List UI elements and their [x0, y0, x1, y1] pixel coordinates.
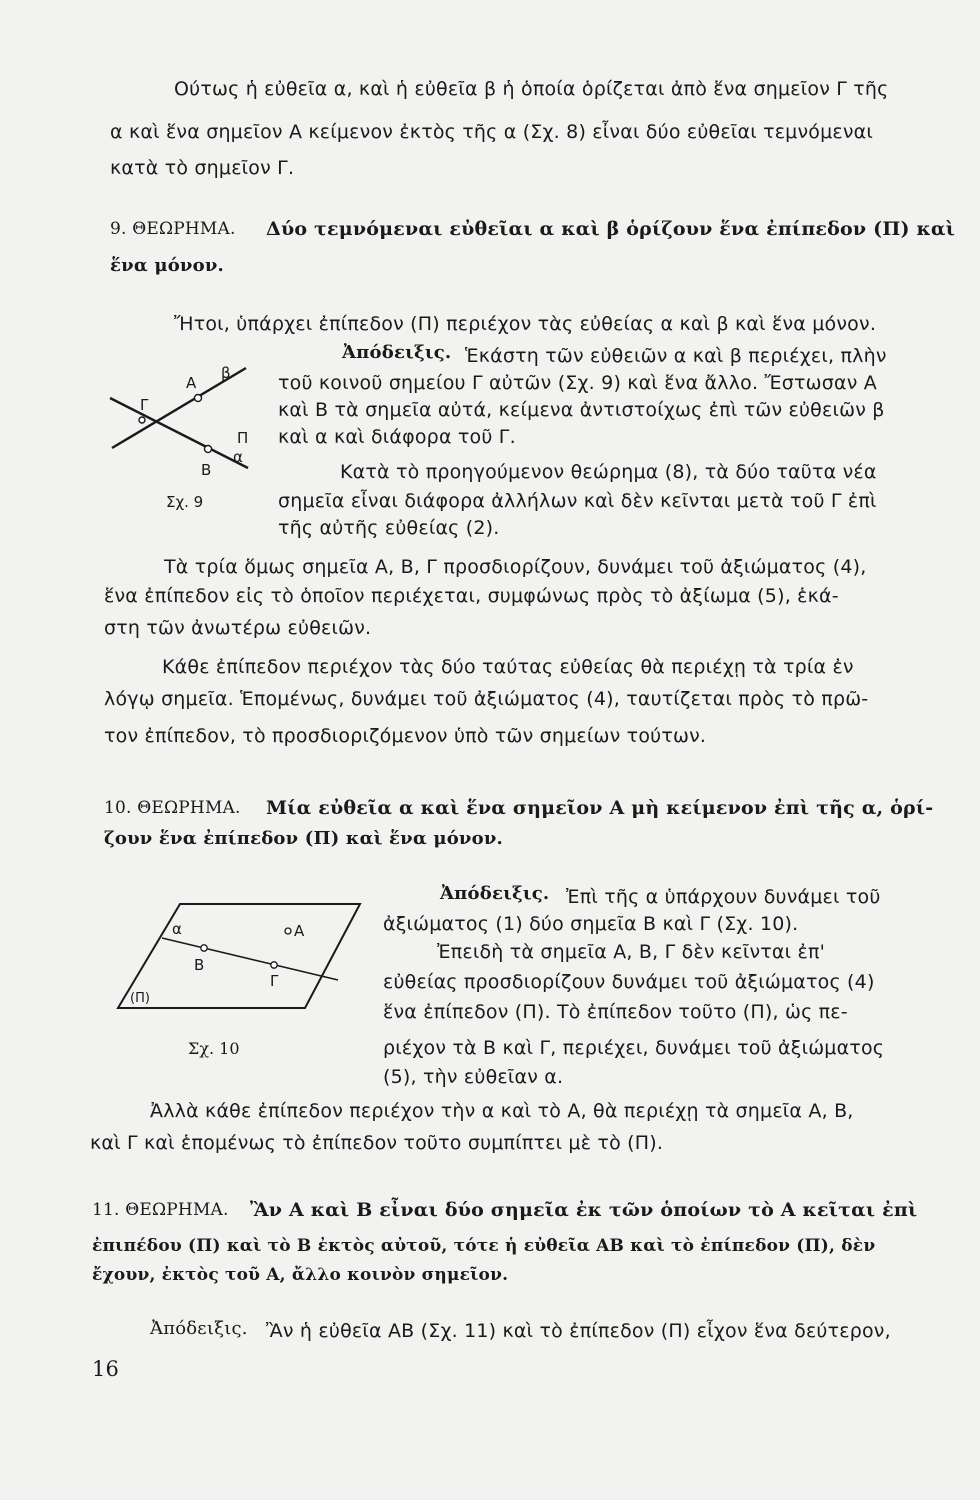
theorem-11-proof-line-1: Ἂν ἡ εὐθεῖα ΑΒ (Σχ. 11) καὶ τὸ ἐπίπεδον (Π) εἶχον ἕνα δεύτερον,	[266, 1320, 891, 1342]
intro-line-1: Ούτως ἡ εὐθεῖα α, καὶ ἡ εὐθεῖα β ἡ ὁποία ὁρίζεται ἀπὸ ἕνα σημεῖον Γ τῆς	[174, 78, 889, 100]
theorem-10-heading: 10. ΘΕΩΡΗΜΑ.	[104, 798, 241, 818]
theorem-10-line-8: Ἀλλὰ κάθε ἐπίπεδον περιέχον τὴν α καὶ τὸ Α, θὰ περιέχῃ τὰ σημεῖα Α, Β,	[150, 1100, 854, 1122]
point-b	[205, 446, 212, 453]
theorem-10-proof-line-2: ἀξιώματος (1) δύο σημεῖα Β καὶ Γ (Σχ. 10).	[383, 913, 799, 935]
theorem-11-heading: 11. ΘΕΩΡΗΜΑ.	[92, 1200, 229, 1220]
theorem-9-proof-line-6: σημεῖα εἶναι διάφορα ἀλλήλων καὶ δὲν κεῖνται μετὰ τοῦ Γ ἐπὶ	[278, 490, 877, 512]
theorem-10-proof-line-3: Ἐπειδὴ τὰ σημεῖα Α, Β, Γ δὲν κεῖνται ἐπ'	[437, 941, 826, 963]
theorem-10-statement-2: ζουν ἕνα ἐπίπεδον (Π) καὶ ἕνα μόνον.	[104, 828, 503, 849]
theorem-9-line-12: λόγῳ σημεῖα. Ἑπομένως, δυνάμει τοῦ ἀξιώματος (4), ταυτίζεται πρὸς τὸ πρῶ-	[104, 688, 869, 710]
label-pi: Π	[237, 429, 249, 447]
label-a: Α	[186, 374, 197, 392]
theorem-9-line-11: Κάθε ἐπίπεδον περιέχον τὰς δύο ταύτας εὐθείας θὰ περιέχῃ τὰ τρία ἐν	[162, 656, 854, 678]
theorem-9-proof-line-7: τῆς αὐτῆς εὐθείας (2).	[278, 517, 500, 539]
label-gamma: Γ	[140, 396, 149, 414]
theorem-9-proof-line-4: καὶ α καὶ διάφορα τοῦ Γ.	[278, 426, 516, 448]
theorem-9-heading: 9. ΘΕΩΡΗΜΑ.	[110, 219, 236, 239]
theorem-10-proof-line-5: ἕνα ἐπίπεδον (Π). Τὸ ἐπίπεδον τοῦτο (Π), ὡς πε-	[383, 1001, 848, 1023]
figure-9	[100, 358, 250, 498]
label-b: Β	[201, 461, 212, 479]
label-pi: (Π)	[130, 991, 150, 1006]
theorem-9-proof-line-5: Κατὰ τὸ προηγούμενον θεώρημα (8), τὰ δύο ταῦτα νέα	[340, 461, 877, 483]
page-number: 16	[92, 1357, 120, 1381]
label-alpha: α	[172, 920, 182, 938]
label-b: Β	[194, 956, 205, 974]
point-gamma	[139, 417, 145, 423]
theorem-9-restate: Ἤτοι, ὑπάρχει ἐπίπεδον (Π) περιέχον τὰς εὐθείας α καὶ β καὶ ἕνα μόνον.	[174, 313, 877, 335]
theorem-9-proof-line-2: τοῦ κοινοῦ σημείου Γ αὐτῶν (Σχ. 9) καὶ ἕνα ἄλλο. Ἔστωσαν Α	[278, 372, 877, 394]
theorem-9-line-9: ἕνα ἐπίπεδον εἰς τὸ ὁποῖον περιέχεται, συμφώνως πρὸς τὸ ἀξίωμα (5), ἑκά-	[104, 585, 839, 607]
theorem-9-proof-line-1: Ἑκάστη τῶν εὐθειῶν α καὶ β περιέχει, πλὴν	[465, 345, 887, 367]
intro-line-3: κατὰ τὸ σημεῖον Γ.	[110, 157, 295, 179]
theorem-10-proof-line-6: ριέχον τὰ Β καὶ Γ, περιέχει, δυνάμει τοῦ ἀξιώματος	[383, 1037, 885, 1059]
theorem-11-proof-label: Ἀπόδειξις.	[150, 1318, 248, 1339]
label-beta: β	[221, 364, 231, 382]
theorem-11-statement-1: Ἂν Α καὶ Β εἶναι δύο σημεῖα ἐκ τῶν ὁποίων τὸ Α κεῖται ἐπὶ	[250, 1199, 918, 1221]
label-gamma: Γ	[270, 972, 279, 990]
theorem-10-proof-label: Ἀπόδειξις.	[440, 883, 550, 904]
theorem-9-line-8: Τὰ τρία ὅμως σημεῖα Α, Β, Γ προσδιορίζουν, δυνάμει τοῦ ἀξιώματος (4),	[164, 556, 867, 578]
theorem-9-statement-2: ἕνα μόνον.	[110, 255, 224, 276]
point-gamma	[271, 962, 277, 968]
figure-10	[110, 890, 370, 1020]
theorem-11-statement-2: ἐπιπέδου (Π) καὶ τὸ Β ἐκτὸς αὐτοῦ, τότε ἡ εὐθεῖα ΑΒ καὶ τὸ ἐπίπεδον (Π), δὲν	[92, 1236, 876, 1256]
line-alpha	[162, 938, 338, 980]
theorem-11-statement-3: ἔχουν, ἐκτὸς τοῦ Α, ἄλλο κοινὸν σημεῖον.	[92, 1265, 509, 1285]
figure-9-caption: Σχ. 9	[166, 493, 204, 511]
theorem-10-statement-1: Μία εὐθεῖα α καὶ ἕνα σημεῖον Α μὴ κείμενον ἐπὶ τῆς α, ὁρί-	[266, 797, 934, 819]
theorem-10-proof-line-4: εὐθείας προσδιορίζουν δυνάμει τοῦ ἀξιώματος (4)	[383, 971, 875, 993]
theorem-10-proof-line-7: (5), τὴν εὐθεῖαν α.	[383, 1066, 564, 1088]
theorem-9-statement-1: Δύο τεμνόμεναι εὐθεῖαι α καὶ β ὁρίζουν ἕνα ἐπίπεδον (Π) καὶ	[266, 218, 956, 240]
point-a	[195, 395, 202, 402]
theorem-10-proof-line-1: Ἐπὶ τῆς α ὑπάρχουν δυνάμει τοῦ	[566, 886, 881, 908]
point-a	[285, 928, 291, 934]
point-b	[201, 945, 207, 951]
label-alpha: α	[233, 448, 243, 466]
label-a: A	[294, 922, 305, 940]
theorem-9-proof-line-3: καὶ Β τὰ σημεῖα αὐτά, κείμενα ἀντιστοίχως ἐπὶ τῶν εὐθειῶν β	[278, 399, 885, 421]
theorem-9-line-10: στη τῶν ἀνωτέρω εὐθειῶν.	[104, 617, 372, 639]
figure-10-caption: Σχ. 10	[188, 1039, 240, 1058]
theorem-10-line-9: καὶ Γ καὶ ἑπομένως τὸ ἐπίπεδον τοῦτο συμπίπτει μὲ τὸ (Π).	[90, 1132, 664, 1154]
theorem-9-proof-label: Ἀπόδειξις.	[342, 342, 452, 363]
intro-line-2: α καὶ ἕνα σημεῖον Α κείμενον ἐκτὸς τῆς α (Σχ. 8) εἶναι δύο εὐθεῖαι τεμνόμεναι	[110, 121, 874, 143]
theorem-9-line-13: τον ἐπίπεδον, τὸ προσδιοριζόμενον ὑπὸ τῶν σημείων τούτων.	[104, 725, 707, 747]
